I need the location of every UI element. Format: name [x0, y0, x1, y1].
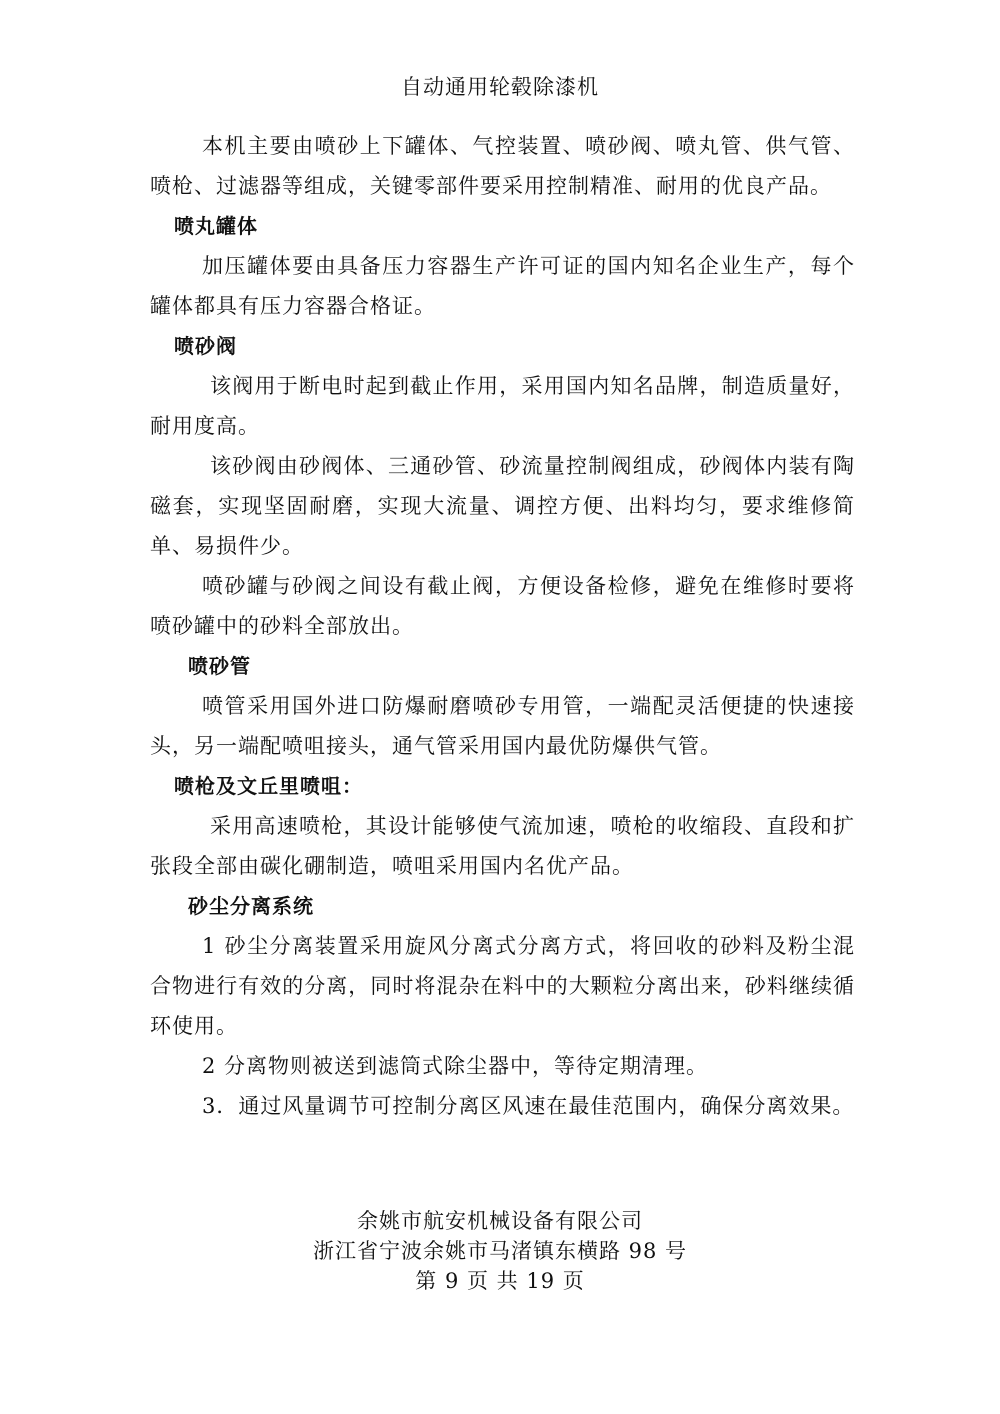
- paragraph: 3．通过风量调节可控制分离区风速在最佳范围内，确保分离效果。: [202, 1094, 855, 1118]
- intro-paragraph: 本机主要由喷砂上下罐体、气控装置、喷砂阀、喷丸管、供气管、喷枪、过滤器等组成，关键零部件要采用控制精准、耐用的优良产品。: [150, 134, 855, 198]
- paragraph: 喷砂罐与砂阀之间设有截止阀，方便设备检修，避免在维修时要将喷砂罐中的砂料全部放出。: [150, 574, 855, 638]
- section-heading-tank: 喷丸罐体: [174, 214, 258, 238]
- document-body: [150, 126, 855, 1126]
- page-footer: [0, 1206, 1000, 1296]
- paragraph: 喷管采用国外进口防爆耐磨喷砂专用管，一端配灵活便捷的快速接头，另一端配喷咀接头，通气管采用国内最优防爆供气管。: [150, 694, 855, 758]
- paragraph: 该砂阀由砂阀体、三通砂管、砂流量控制阀组成，砂阀体内装有陶磁套，实现坚固耐磨，实现大流量、调控方便、出料均匀，要求维修简单、易损件少。: [150, 454, 855, 558]
- paragraph: 2 分离物则被送到滤筒式除尘器中，等待定期清理。: [202, 1054, 709, 1078]
- page-title: 自动通用轮毂除漆机: [401, 75, 599, 99]
- paragraph: 采用高速喷枪，其设计能够使气流加速，喷枪的收缩段、直段和扩张段全部由碳化硼制造，喷咀采用国内名优产品。: [150, 814, 855, 878]
- footer-address: 浙江省宁波余姚市马渚镇东横路 98 号: [312, 1239, 688, 1263]
- section-heading-pipe: 喷砂管: [188, 654, 251, 678]
- paragraph: 1 砂尘分离装置采用旋风分离式分离方式，将回收的砂料及粉尘混合物进行有效的分离，同时将混杂在料中的大颗粒分离出来，砂料继续循环使用。: [150, 934, 855, 1038]
- section-heading-valve: 喷砂阀: [174, 334, 237, 358]
- section-heading-gun: 喷枪及文丘里喷咀：: [174, 774, 363, 798]
- paragraph: 加压罐体要由具备压力容器生产许可证的国内知名企业生产，每个罐体都具有压力容器合格证。: [150, 254, 855, 318]
- footer-page-number: 第 9 页 共 19 页: [415, 1269, 585, 1293]
- footer-company: 余姚市航安机械设备有限公司: [357, 1209, 643, 1233]
- paragraph: 该阀用于断电时起到截止作用，采用国内知名品牌，制造质量好，耐用度高。: [150, 374, 855, 438]
- section-heading-separator: 砂尘分离系统: [188, 894, 314, 918]
